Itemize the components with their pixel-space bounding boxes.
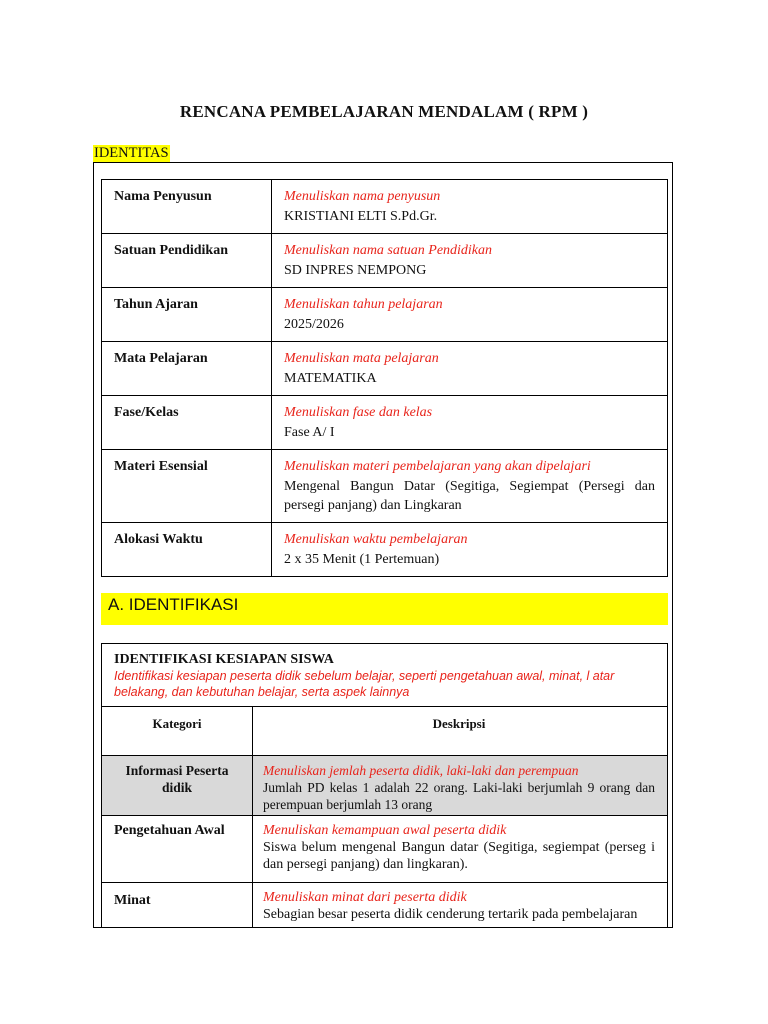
row-hint: Menuliskan tahun pelajaran [284,297,443,312]
row-value: SD INPRES NEMPONG [284,262,427,278]
table-row [102,234,668,288]
row-value: Mengenal Bangun Datar (Segitiga, Segiempat (Persegi dan persegi panjang) dan Lingkaran [284,478,655,513]
row-value: 2 x 35 Menit (1 Pertemuan) [284,551,440,567]
identitas-table [101,179,668,577]
row-label: Mata Pelajaran [102,342,272,396]
row-label: Satuan Pendidikan [102,234,272,288]
row-label: Nama Penyusun [102,180,272,234]
row-category: Pengetahuan Awal [102,816,253,883]
kesiapan-table [101,643,668,928]
row-value-cell [272,234,668,288]
row-value: KRISTIANI ELTI S.Pd.Gr. [284,208,438,224]
row-description-cell [253,816,668,883]
row-value: Siswa belum mengenal Bangun datar (Segitiga, segiempat (perseg i dan persegi panjang) dan lingkaran). [263,840,655,872]
column-header-kategori: Kategori [102,707,253,756]
kesiapan-title: IDENTIFIKASI KESIAPAN SISWA [114,652,334,667]
row-value-cell [272,523,668,577]
row-hint: Menuliskan fase dan kelas [284,405,433,420]
row-value: Jumlah PD kelas 1 adalah 22 orang. Laki-laki berjumlah 9 orang dan perempuan berjumlah 13 orang [263,780,655,812]
row-hint: Menuliskan waktu pembelajaran [284,532,468,547]
row-value: 2025/2026 [284,316,344,332]
row-hint: Menuliskan minat dari peserta didik [263,890,467,905]
row-category: Informasi Peserta didik [102,756,253,816]
row-description-cell [253,756,668,816]
table-row [102,756,667,816]
row-value-cell [272,342,668,396]
row-value-cell [272,450,668,523]
row-value-cell [272,288,668,342]
row-hint: Menuliskan kemampuan awal peserta didik [263,823,507,838]
kesiapan-grid [102,707,667,928]
table-row [102,523,668,577]
document-frame [93,162,673,928]
page-title: RENCANA PEMBELAJARAN MENDALAM ( RPM ) [179,102,589,121]
identitas-label: IDENTITAS [94,145,169,161]
table-header-row [102,707,667,756]
row-value: Fase A/ I [284,424,335,440]
row-value-cell [272,180,668,234]
row-label: Materi Esensial [102,450,272,523]
row-hint: Menuliskan nama penyusun [284,189,441,204]
table-row [102,883,667,929]
row-value-cell [272,396,668,450]
table-row [102,180,668,234]
table-row [102,396,668,450]
row-hint: Menuliskan jemlah peserta didik, laki-laki dan perempuan [263,763,579,778]
row-value: Sebagian besar peserta didik cenderung tertarik pada pembelajaran [263,907,638,922]
table-row [102,288,668,342]
row-label: Alokasi Waktu [102,523,272,577]
row-label: Tahun Ajaran [102,288,272,342]
row-hint: Menuliskan mata pelajaran [284,351,439,366]
row-hint: Menuliskan nama satuan Pendidikan [284,243,493,258]
kesiapan-subtitle: Identifikasi kesiapan peserta didik sebelum belajar, seperti pengetahuan awal, minat, l atar belakang, dan kebutuhan belajar, serta aspek lainnya [114,669,615,699]
row-category: Minat [102,883,253,929]
row-label: Fase/Kelas [102,396,272,450]
column-header-deskripsi: Deskripsi [432,716,486,731]
table-row [102,816,667,883]
table-row [102,450,668,523]
row-description-cell [253,883,668,929]
table-row [102,342,668,396]
kesiapan-header [102,644,667,707]
section-heading: A. IDENTIFIKASI [101,593,668,625]
row-value: MATEMATIKA [284,370,377,386]
row-hint: Menuliskan materi pembelajaran yang akan dipelajari [284,459,591,474]
